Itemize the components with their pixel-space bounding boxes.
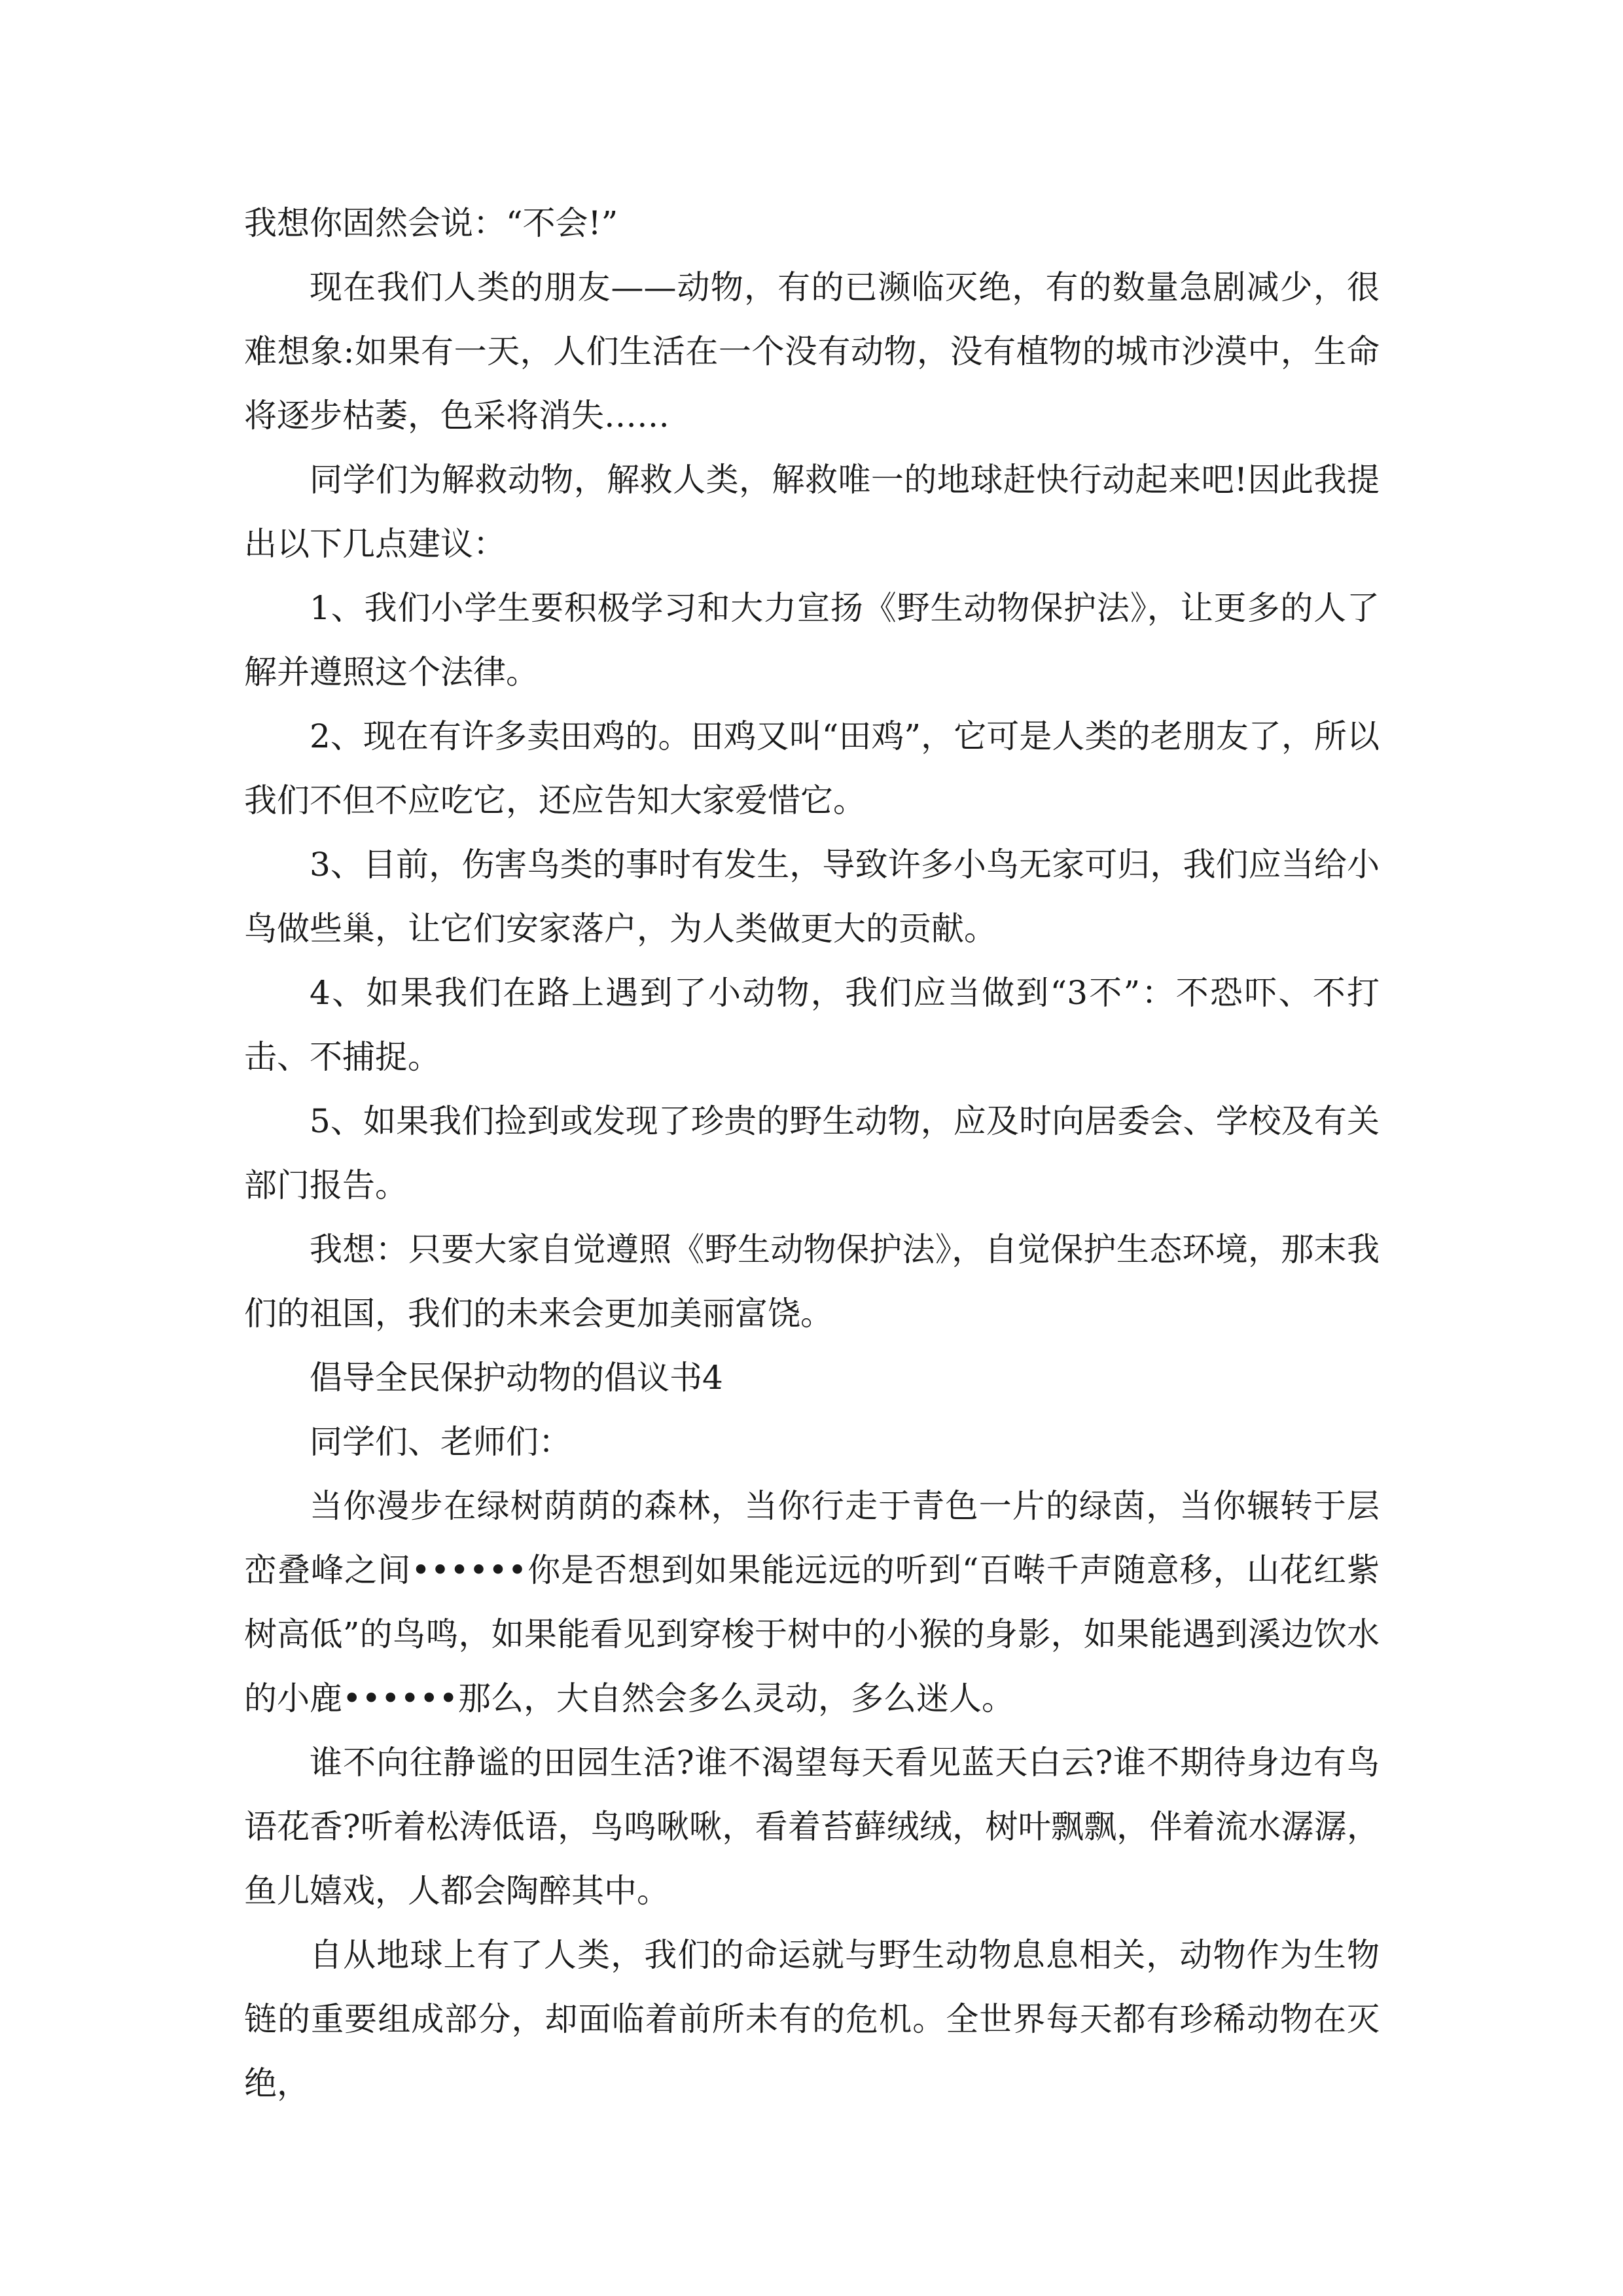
paragraph-pastoral-life: 谁不向往静谧的田园生活?谁不渴望每天看见蓝天白云?谁不期待身边有鸟语花香?听着松涛低语，鸟鸣啾啾，看着苔藓绒绒，树叶飘飘，伴着流水潺潺，鱼儿嬉戏，人都会陶醉其中。	[244, 1744, 1380, 1910]
section-title: 倡导全民保护动物的倡议书4	[310, 1359, 723, 1397]
suggestion-item-1: 1、我们小学生要积极学习和大力宣扬《野生动物保护法》，让更多的人了解并遵照这个法律。	[244, 589, 1380, 691]
suggestion-item-4: 4、如果我们在路上遇到了小动物，我们应当做到“3不”：不恐吓、不打击、不捕捉。	[244, 974, 1380, 1076]
suggestion-item-5: 5、如果我们捡到或发现了珍贵的野生动物，应及时向居委会、学校及有关部门报告。	[244, 1102, 1380, 1204]
document-body	[244, 191, 1380, 2115]
paragraph-conclusion: 我想：只要大家自觉遵照《野生动物保护法》，自觉保护生态环境，那末我们的祖国，我们的未来会更加美丽富饶。	[244, 1230, 1380, 1333]
salutation: 同学们、老师们：	[310, 1423, 571, 1461]
paragraph-opening-quote: 我想你固然会说：“不会!”	[244, 204, 618, 242]
suggestion-item-2: 2、现在有许多卖田鸡的。田鸡又叫“田鸡”，它可是人类的老朋友了，所以我们不但不应吃它，还应告知大家爱惜它。	[244, 717, 1380, 819]
paragraph-call-to-action: 同学们为解救动物，解救人类，解救唯一的地球赶快行动起来吧!因此我提出以下几点建议：	[244, 461, 1380, 563]
paragraph-crisis: 自从地球上有了人类，我们的命运就与野生动物息息相关，动物作为生物链的重要组成部分，却面临着前所未有的危机。全世界每天都有珍稀动物在灭绝，	[244, 1936, 1380, 2102]
paragraph-animals-endangered: 现在我们人类的朋友——动物，有的已濒临灭绝，有的数量急剧减少，很难想象:如果有一天，人们生活在一个没有动物，没有植物的城市沙漠中，生命将逐步枯萎，色采将消失……	[244, 268, 1380, 435]
suggestion-item-3: 3、目前，伤害鸟类的事时有发生，导致许多小鸟无家可归，我们应当给小鸟做些巢，让它们安家落户，为人类做更大的贡献。	[244, 846, 1380, 948]
paragraph-nature-walk: 当你漫步在绿树荫荫的森林，当你行走于青色一片的绿茵，当你辗转于层峦叠峰之间••••••你是否想到如果能远远的听到“百啭千声随意移，山花红紫树高低”的鸟鸣，如果能看见到穿梭于树中的小猴的身影，如果能遇到溪边饮水的小鹿••••••那么，大自然会多么灵动，多么迷人。	[244, 1487, 1380, 1717]
